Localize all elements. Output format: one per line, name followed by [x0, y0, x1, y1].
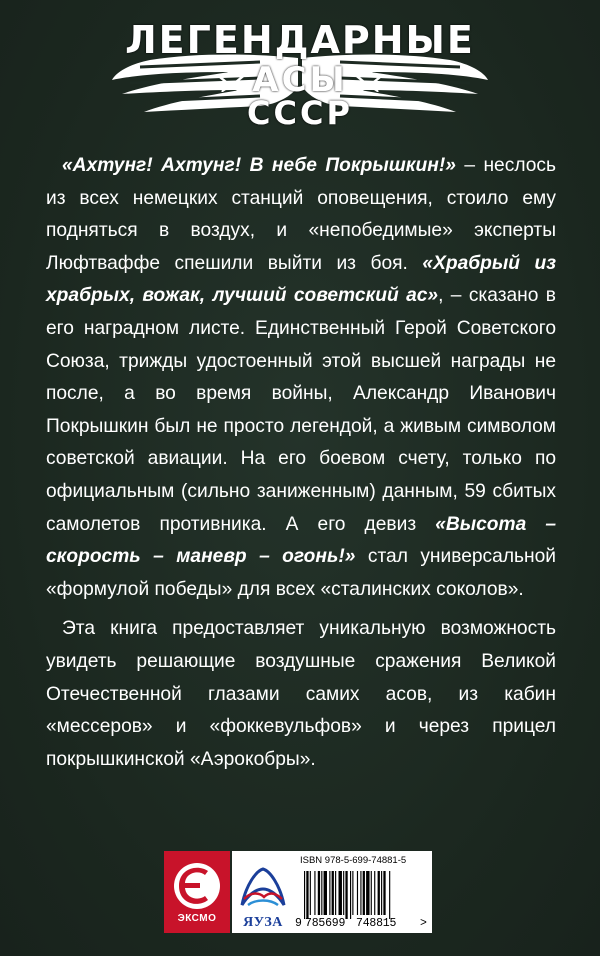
annotation-paragraph — [46, 150, 556, 606]
eksmo-icon — [172, 861, 222, 911]
annotation-span: стал универсальной «формулой победы» для всех «сталинских соколов». — [46, 546, 557, 600]
annotation-text — [46, 150, 556, 776]
yauza-label: ЯУЗА — [243, 915, 283, 930]
quote-bold: «Ахтунг! Ахтунг! В небе Покрышкин!» — [62, 155, 456, 176]
annotation-span: – неслось из всех немецких станций оповещения, стоило ему подняться в воздух, и «непобедимые» эксперты Люфтваффе спешили выйти из боя. — [46, 155, 556, 274]
series-logo — [0, 8, 600, 132]
eksmo-logo — [164, 851, 230, 933]
barcode-icon — [302, 871, 428, 919]
isbn-number: ISBN 978-5-699-74881-5 — [300, 855, 407, 866]
series-title-line3: СССР — [247, 94, 353, 132]
series-title-line1: ЛЕГЕНДАРНЫЕ — [125, 18, 475, 62]
annotation-paragraph: Эта книга предоставляет уникальную возможность увидеть решающие воздушные сражения Великой Отечественной глазами самих асов, из кабин «мессеров» и «фоккевульфов» и через прицел покрышкинской «Аэрокобры». — [46, 618, 556, 770]
isbn-barcode — [294, 851, 432, 933]
series-title-line2: АСЫ — [252, 60, 348, 100]
barcode-digit-first: 9 — [295, 917, 302, 930]
barcode-digits-right: 748815 — [356, 917, 397, 930]
motto-bold: «Высота – скорость – маневр – огонь!» — [46, 513, 556, 568]
barcode-arrow: > — [420, 917, 427, 930]
yauza-logo — [232, 851, 294, 933]
annotation-span: , – сказано в его наградном листе. Единственный Герой Советского Союза, трижды удостоенный этой высшей награды не после, а во время войны, Александр Иванович Покрышкин был не просто легендой, а живым символом советской авиации. На его боевом счету, только по официальным (сильно заниженным) данным, 59 сбитых самолетов противника. А его девиз — [46, 285, 557, 535]
quote-bold: «Храбрый из храбрых, вожак, лучший советский ас» — [46, 252, 557, 307]
eksmo-label: ЭКСМО — [177, 913, 217, 924]
barcode-digits-left: 785699 — [305, 917, 346, 930]
yauza-icon — [234, 865, 292, 909]
